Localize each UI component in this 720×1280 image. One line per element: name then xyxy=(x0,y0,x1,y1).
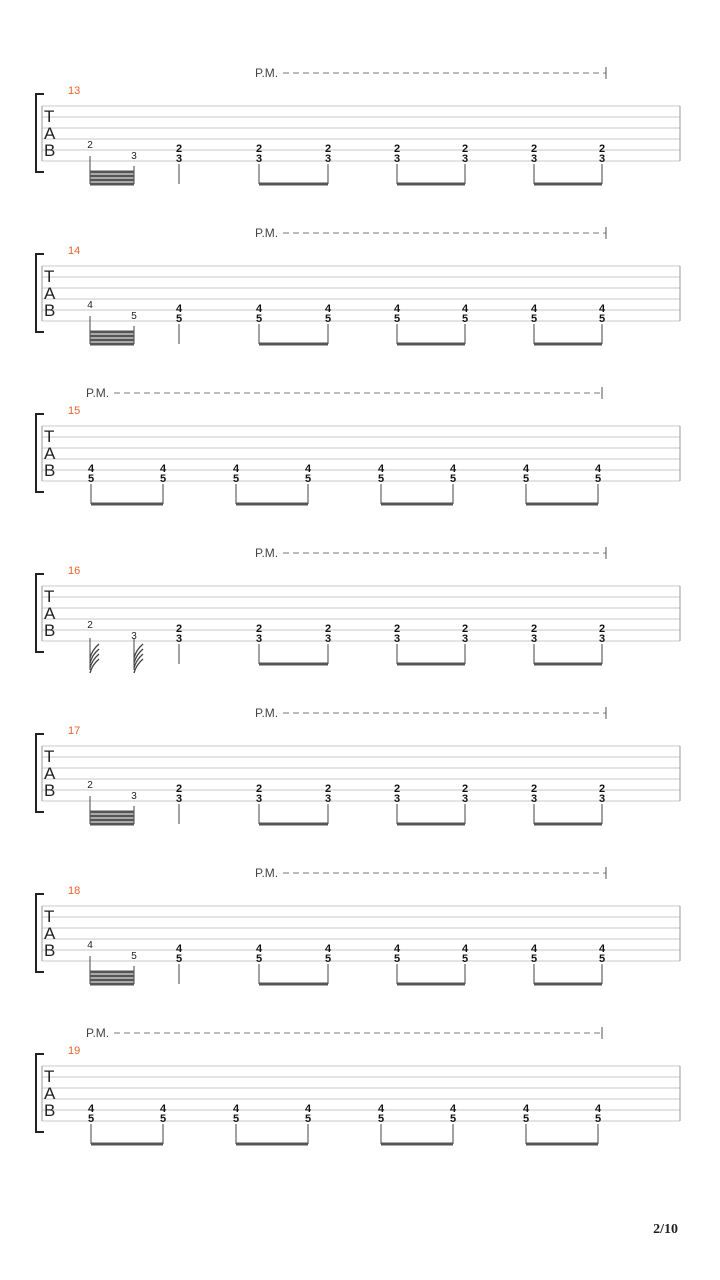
fret-number: 2 xyxy=(324,623,332,635)
fret-number: 5 xyxy=(377,1113,385,1125)
beam xyxy=(526,503,598,506)
beam xyxy=(381,503,453,506)
tab-clef-letter: T xyxy=(44,107,55,126)
fret-number: 4 xyxy=(377,1103,385,1115)
tab-clef-letter: B xyxy=(44,461,56,480)
fret-number: 2 xyxy=(393,623,401,635)
tab-system-16 xyxy=(36,546,680,673)
beam xyxy=(259,663,328,666)
fret-number: 4 xyxy=(159,463,167,475)
fret-number: 4 xyxy=(255,943,263,955)
fret-number: 2 xyxy=(530,143,538,155)
tab-clef-letter: B xyxy=(44,141,56,160)
fret-number: 4 xyxy=(598,943,606,955)
fret-number: 4 xyxy=(175,303,183,315)
beam xyxy=(90,815,134,818)
bar-number: 18 xyxy=(68,885,81,897)
fret-number: 5 xyxy=(232,473,240,485)
tab-system-19 xyxy=(36,1026,680,1146)
fret-number: 4 xyxy=(324,943,332,955)
tab-system-13 xyxy=(36,66,680,186)
fret-number: 5 xyxy=(522,473,530,485)
fret-number: 4 xyxy=(461,943,469,955)
tab-clef-letter: T xyxy=(44,747,55,766)
beam xyxy=(534,663,602,666)
bar-number: 17 xyxy=(68,725,81,737)
beam xyxy=(236,503,308,506)
fret-number: 3 xyxy=(131,631,137,642)
tab-clef-letter: B xyxy=(44,621,56,640)
beam xyxy=(90,343,134,346)
beam xyxy=(90,331,134,334)
tab-clef-letter: A xyxy=(44,604,56,623)
fret-number: 4 xyxy=(594,1103,602,1115)
fret-number: 5 xyxy=(131,951,137,962)
fret-number: 2 xyxy=(255,623,263,635)
beam xyxy=(90,179,134,182)
fret-number: 4 xyxy=(522,463,530,475)
fret-number: 5 xyxy=(232,1113,240,1125)
fret-number: 4 xyxy=(461,303,469,315)
beam xyxy=(534,823,602,826)
fret-number: 5 xyxy=(449,473,457,485)
fret-number: 2 xyxy=(87,140,93,151)
tab-clef-letter: A xyxy=(44,284,56,303)
fret-number: 4 xyxy=(159,1103,167,1115)
fret-number: 2 xyxy=(461,143,469,155)
beam xyxy=(91,503,163,506)
fret-number: 5 xyxy=(594,473,602,485)
fret-number: 2 xyxy=(530,783,538,795)
tab-system-18 xyxy=(36,866,680,986)
fret-number: 5 xyxy=(449,1113,457,1125)
fret-number: 3 xyxy=(255,633,263,645)
beam xyxy=(90,819,134,822)
fret-number: 2 xyxy=(461,783,469,795)
fret-number: 2 xyxy=(87,780,93,791)
fret-number: 2 xyxy=(461,623,469,635)
fret-number: 4 xyxy=(530,303,538,315)
fret-number: 3 xyxy=(175,793,183,805)
palm-mute-label: P.M. xyxy=(255,706,279,720)
fret-number: 3 xyxy=(393,793,401,805)
beam xyxy=(90,171,134,174)
fret-number: 3 xyxy=(461,153,469,165)
fret-number: 5 xyxy=(461,313,469,325)
fret-number: 5 xyxy=(324,313,332,325)
tab-clef-letter: B xyxy=(44,301,56,320)
fret-number: 2 xyxy=(598,623,606,635)
beam xyxy=(90,335,134,338)
fret-number: 3 xyxy=(461,793,469,805)
tab-clef-letter: B xyxy=(44,1101,56,1120)
beam xyxy=(90,339,134,342)
beam xyxy=(259,183,328,186)
tab-system-15 xyxy=(36,386,680,506)
fret-number: 5 xyxy=(324,953,332,965)
fret-number: 2 xyxy=(393,783,401,795)
beam xyxy=(90,983,134,986)
fret-number: 5 xyxy=(255,953,263,965)
tab-clef-letter: A xyxy=(44,764,56,783)
fret-number: 2 xyxy=(255,143,263,155)
tab-clef-letter: T xyxy=(44,267,55,286)
fret-number: 3 xyxy=(393,633,401,645)
fret-number: 4 xyxy=(449,463,457,475)
note-flag xyxy=(90,659,99,673)
beam xyxy=(397,343,465,346)
beam xyxy=(90,183,134,186)
tab-system-17 xyxy=(36,706,680,826)
fret-number: 5 xyxy=(522,1113,530,1125)
beam xyxy=(236,1143,308,1146)
beam xyxy=(381,1143,453,1146)
bar-number: 15 xyxy=(68,405,81,417)
beam xyxy=(90,979,134,982)
fret-number: 5 xyxy=(530,313,538,325)
fret-number: 4 xyxy=(87,940,93,951)
fret-number: 3 xyxy=(393,153,401,165)
palm-mute-label: P.M. xyxy=(86,386,110,400)
fret-number: 5 xyxy=(594,1113,602,1125)
fret-number: 5 xyxy=(598,953,606,965)
fret-number: 3 xyxy=(598,793,606,805)
fret-number: 5 xyxy=(255,313,263,325)
fret-number: 2 xyxy=(393,143,401,155)
tab-clef-letter: T xyxy=(44,587,55,606)
beam xyxy=(534,343,602,346)
fret-number: 4 xyxy=(87,300,93,311)
fret-number: 4 xyxy=(87,1103,95,1115)
fret-number: 5 xyxy=(598,313,606,325)
fret-number: 3 xyxy=(255,793,263,805)
beam xyxy=(90,971,134,974)
fret-number: 4 xyxy=(304,463,312,475)
fret-number: 3 xyxy=(131,151,137,162)
fret-number: 4 xyxy=(255,303,263,315)
beam xyxy=(397,983,465,986)
fret-number: 2 xyxy=(324,783,332,795)
fret-number: 4 xyxy=(594,463,602,475)
fret-number: 5 xyxy=(175,953,183,965)
beam xyxy=(90,975,134,978)
fret-number: 4 xyxy=(598,303,606,315)
palm-mute-label: P.M. xyxy=(255,546,279,560)
fret-number: 4 xyxy=(324,303,332,315)
fret-number: 3 xyxy=(530,633,538,645)
tab-clef-letter: T xyxy=(44,1067,55,1086)
beam xyxy=(397,823,465,826)
fret-number: 5 xyxy=(159,473,167,485)
fret-number: 5 xyxy=(461,953,469,965)
fret-number: 5 xyxy=(131,311,137,322)
fret-number: 3 xyxy=(598,633,606,645)
beam xyxy=(90,175,134,178)
beam xyxy=(534,983,602,986)
bar-number: 16 xyxy=(68,565,81,577)
note-flag xyxy=(134,659,143,673)
fret-number: 4 xyxy=(377,463,385,475)
fret-number: 4 xyxy=(175,943,183,955)
fret-number: 5 xyxy=(304,1113,312,1125)
fret-number: 4 xyxy=(232,1103,240,1115)
tab-clef-letter: A xyxy=(44,1084,56,1103)
fret-number: 5 xyxy=(87,1113,95,1125)
fret-number: 2 xyxy=(175,623,183,635)
palm-mute-label: P.M. xyxy=(255,66,279,80)
fret-number: 4 xyxy=(530,943,538,955)
fret-number: 2 xyxy=(175,783,183,795)
palm-mute-label: P.M. xyxy=(255,866,279,880)
fret-number: 5 xyxy=(159,1113,167,1125)
fret-number: 4 xyxy=(393,943,401,955)
fret-number: 4 xyxy=(232,463,240,475)
fret-number: 3 xyxy=(461,633,469,645)
fret-number: 3 xyxy=(530,793,538,805)
beam xyxy=(534,183,602,186)
tab-clef-letter: A xyxy=(44,444,56,463)
fret-number: 2 xyxy=(175,143,183,155)
fret-number: 5 xyxy=(393,953,401,965)
fret-number: 2 xyxy=(598,783,606,795)
fret-number: 3 xyxy=(175,153,183,165)
bar-number: 14 xyxy=(68,245,81,257)
fret-number: 3 xyxy=(598,153,606,165)
fret-number: 5 xyxy=(87,473,95,485)
page-number: 2/10 xyxy=(653,1222,678,1237)
tab-system-14 xyxy=(36,226,680,346)
fret-number: 3 xyxy=(324,153,332,165)
fret-number: 3 xyxy=(530,153,538,165)
beam xyxy=(397,663,465,666)
beam xyxy=(397,183,465,186)
fret-number: 3 xyxy=(175,633,183,645)
fret-number: 3 xyxy=(324,793,332,805)
tab-clef-letter: A xyxy=(44,924,56,943)
beam xyxy=(90,823,134,826)
fret-number: 2 xyxy=(255,783,263,795)
fret-number: 4 xyxy=(522,1103,530,1115)
fret-number: 2 xyxy=(598,143,606,155)
tab-clef-letter: T xyxy=(44,427,55,446)
tab-clef-letter: T xyxy=(44,907,55,926)
beam xyxy=(526,1143,598,1146)
fret-number: 5 xyxy=(530,953,538,965)
fret-number: 4 xyxy=(449,1103,457,1115)
fret-number: 3 xyxy=(255,153,263,165)
fret-number: 5 xyxy=(175,313,183,325)
fret-number: 4 xyxy=(393,303,401,315)
bar-number: 19 xyxy=(68,1045,81,1057)
tab-clef-letter: B xyxy=(44,781,56,800)
tab-clef-letter: B xyxy=(44,941,56,960)
fret-number: 4 xyxy=(304,1103,312,1115)
fret-number: 2 xyxy=(87,620,93,631)
beam xyxy=(91,1143,163,1146)
fret-number: 3 xyxy=(131,791,137,802)
fret-number: 3 xyxy=(324,633,332,645)
fret-number: 5 xyxy=(304,473,312,485)
beam xyxy=(259,823,328,826)
bar-number: 13 xyxy=(68,85,81,97)
fret-number: 5 xyxy=(377,473,385,485)
fret-number: 5 xyxy=(393,313,401,325)
beam xyxy=(259,343,328,346)
palm-mute-label: P.M. xyxy=(255,226,279,240)
fret-number: 4 xyxy=(87,463,95,475)
fret-number: 2 xyxy=(530,623,538,635)
fret-number: 2 xyxy=(324,143,332,155)
tab-clef-letter: A xyxy=(44,124,56,143)
beam xyxy=(259,983,328,986)
beam xyxy=(90,811,134,814)
palm-mute-label: P.M. xyxy=(86,1026,110,1040)
